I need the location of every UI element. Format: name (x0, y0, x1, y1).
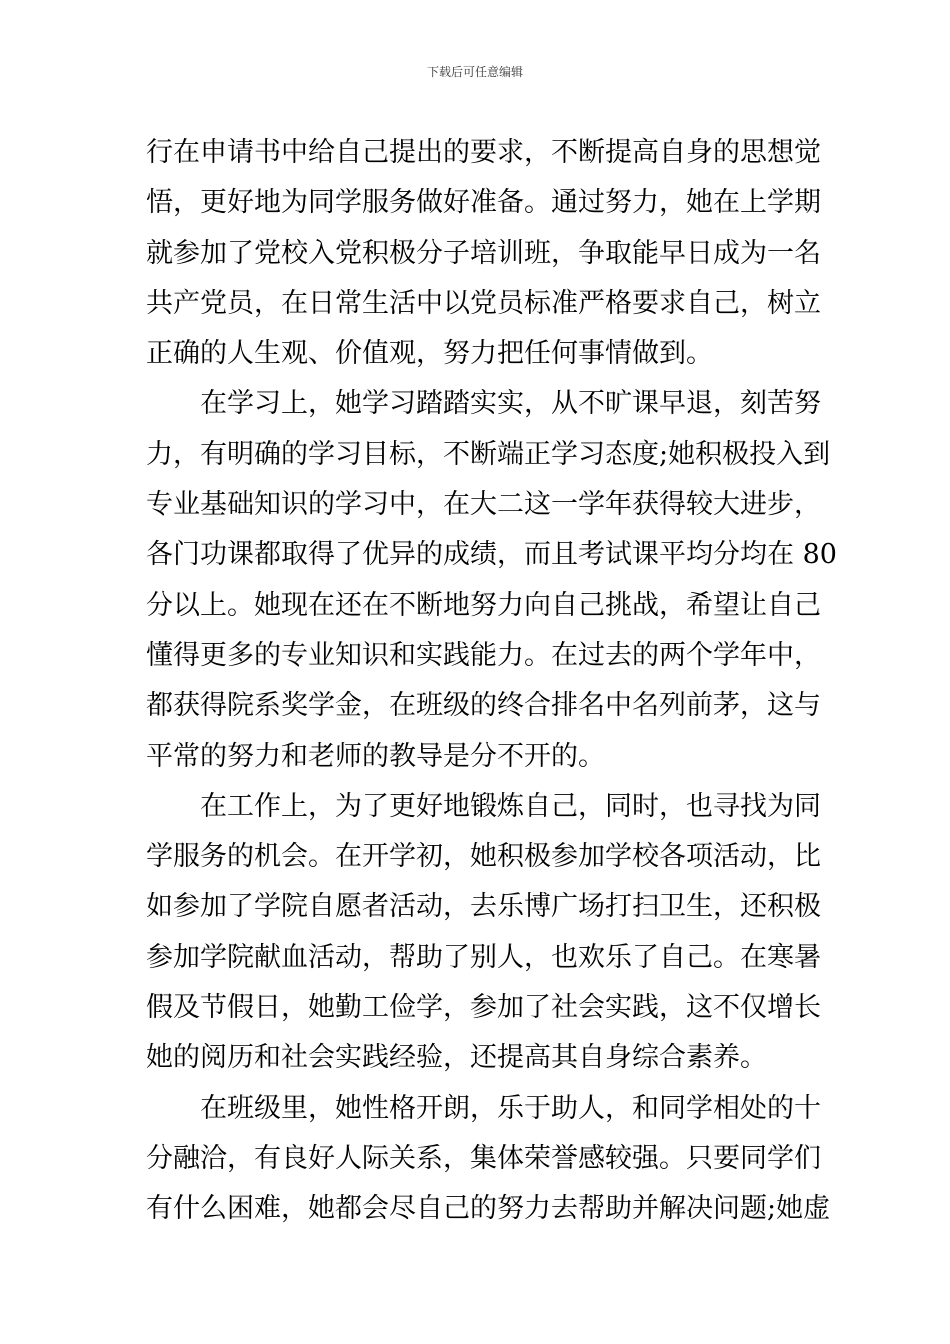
text-line: 有什么困难，她都会尽自己的努力去帮助并解决问题;她虚 (146, 1193, 831, 1225)
text-line: 行在申请书中给自己提出的要求，不断提高自身的思想觉 (146, 137, 821, 168)
text-line: 都获得院系奖学金，在班级的终合排名中名列前茅，这与 (146, 690, 821, 722)
text-line: 假及节假日，她勤工俭学，参加了社会实践，这不仅增长 (146, 992, 821, 1024)
text-line: 懂得更多的专业知识和实践能力。在过去的两个学年中， (146, 639, 821, 671)
text-line: 各门功课都取得了优异的成绩，而且考试课平均分均在 80 (146, 539, 837, 571)
paragraph-first-line: 在学习上，她学习踏踏实实，从不旷课早退，刻苦努 (200, 388, 821, 420)
text-line: 正确的人生观、价值观，努力把任何事情做到。 (146, 338, 713, 370)
text-line: 共产党员，在日常生活中以党员标准严格要求自己，树立 (146, 287, 821, 319)
text-line: 分融洽，有良好人际关系，集体荣誉感较强。只要同学们 (146, 1142, 821, 1174)
text-line: 专业基础知识的学习中，在大二这一学年获得较大进步， (146, 489, 821, 521)
text-line: 平常的努力和老师的教导是分不开的。 (146, 740, 605, 772)
text-line: 力，有明确的学习目标，不断端正学习态度;她积极投入到 (146, 438, 831, 470)
text-line: 就参加了党校入党积极分子培训班，争取能早日成为一名 (146, 237, 821, 269)
text-line: 悟，更好地为同学服务做好准备。通过努力，她在上学期 (146, 187, 821, 219)
text-line: 分以上。她现在还在不断地努力向自己挑战，希望让自己 (146, 589, 821, 621)
paragraph-first-line: 在工作上，为了更好地锻炼自己，同时，也寻找为同 (200, 790, 821, 822)
paragraph-first-line: 在班级里，她性格开朗，乐于助人，和同学相处的十 (200, 1092, 821, 1124)
text-line: 如参加了学院自愿者活动，去乐博广场打扫卫生，还积极 (146, 891, 821, 923)
page-header: 下载后可任意编辑 (426, 65, 523, 79)
text-line: 学服务的机会。在开学初，她积极参加学校各项活动，比 (146, 841, 821, 873)
text-line: 她的阅历和社会实践经验，还提高其自身综合素养。 (146, 1042, 767, 1074)
body-text (146, 128, 837, 1235)
text-line: 参加学院献血活动，帮助了别人，也欢乐了自己。在寒暑 (146, 941, 821, 973)
